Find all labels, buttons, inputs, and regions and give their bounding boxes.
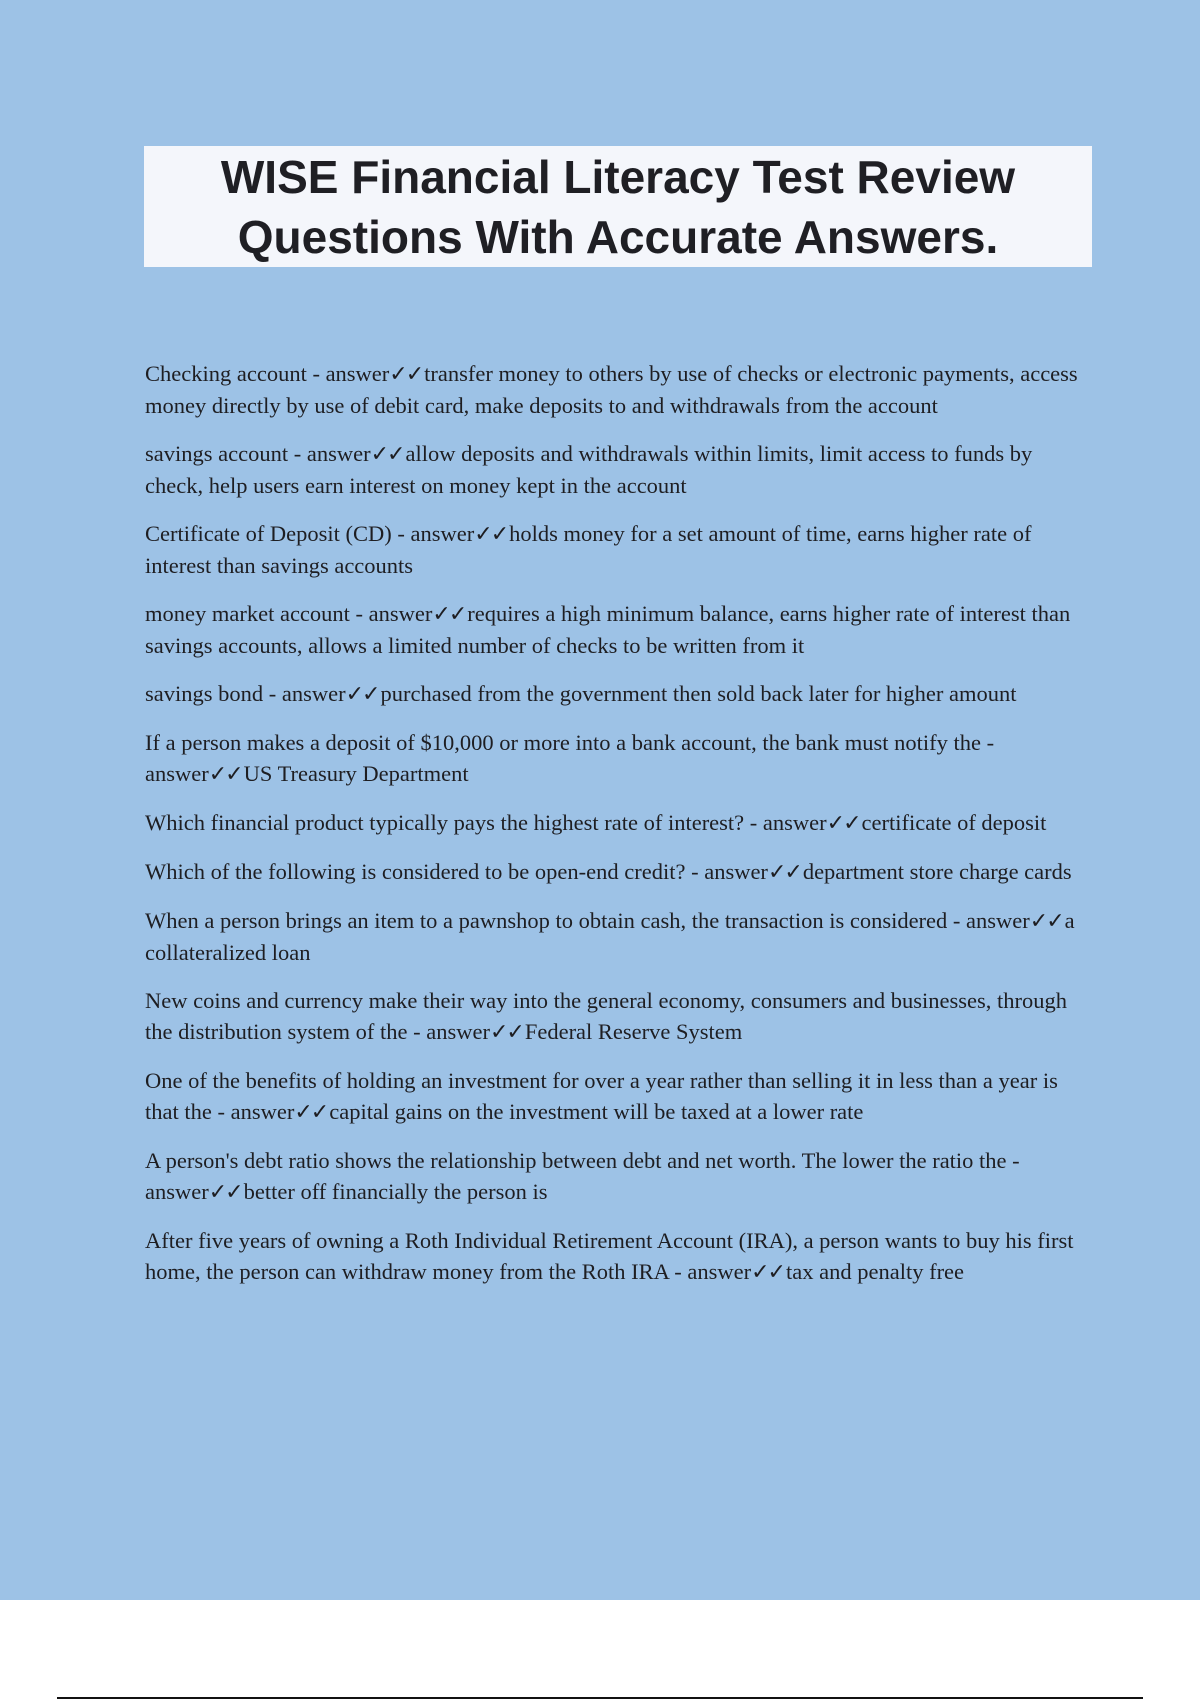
double-check-icon: ✓✓ (826, 811, 860, 836)
qa-item (145, 807, 1095, 839)
qa-item (145, 727, 1095, 790)
question-text: Certificate of Deposit (CD) - (145, 521, 411, 546)
answer-text: a collateralized loan (145, 908, 1075, 965)
double-check-icon: ✓✓ (294, 1100, 328, 1125)
answer-label: answer (368, 601, 433, 626)
qa-item (145, 1145, 1095, 1208)
qa-item (145, 518, 1095, 581)
answer-label: answer (426, 1019, 490, 1044)
question-text: New coins and currency make their way into the general economy, consumers and businesses, through the distribution system of the - (145, 988, 1068, 1044)
qa-item (145, 438, 1095, 501)
answer-text: US Treasury Department (243, 761, 469, 786)
answer-label: answer (687, 1259, 752, 1284)
answer-label: answer (306, 441, 371, 466)
double-check-icon: ✓✓ (751, 1260, 784, 1285)
double-check-icon: ✓✓ (474, 522, 508, 547)
question-text: Which financial product typically pays the highest rate of interest? - (145, 810, 763, 835)
answer-text: certificate of deposit (861, 810, 1047, 835)
double-check-icon: ✓✓ (489, 1020, 523, 1045)
question-text: Which of the following is considered to be open-end credit? - (145, 859, 705, 884)
qa-item (145, 1225, 1095, 1288)
question-text: When a person brings an item to a pawnshop to obtain cash, the transaction is considered - (145, 908, 967, 933)
question-text: money market account - (145, 601, 369, 626)
qa-item (145, 678, 1095, 710)
answer-label: answer (325, 361, 390, 386)
answer-label: answer (966, 908, 1030, 933)
double-check-icon: ✓✓ (389, 362, 423, 387)
qa-item (145, 905, 1095, 968)
answer-label: answer (230, 1099, 295, 1124)
answer-label: answer (145, 1179, 209, 1204)
answer-label: answer (410, 521, 475, 546)
qa-item (145, 985, 1095, 1048)
answer-text: transfer money to others by use of checks or electronic payments, access money directly by use of debit card, make deposits to and withdrawals from the account (145, 361, 1078, 418)
answer-label: answer (762, 810, 827, 835)
double-check-icon: ✓✓ (432, 602, 466, 627)
double-check-icon: ✓✓ (1029, 909, 1063, 934)
question-text: Checking account - (145, 361, 326, 386)
question-text: One of the benefits of holding an investment for over a year rather than selling it in less than a year is that the - (145, 1068, 1058, 1124)
answer-text: Federal Reserve System (524, 1019, 743, 1044)
answer-text: better off financially the person is (243, 1179, 548, 1204)
answer-label: answer (281, 681, 346, 706)
question-text: A person's debt ratio shows the relationship between debt and net worth. The lower the ratio the - (145, 1148, 1020, 1173)
double-check-icon: ✓✓ (208, 1180, 242, 1205)
question-text: If a person makes a deposit of $10,000 or more into a bank account, the bank must notify the - (145, 730, 995, 755)
double-check-icon: ✓✓ (345, 682, 379, 707)
page-title-line-2: Questions With Accurate Answers. (237, 210, 999, 263)
qa-item (145, 358, 1095, 421)
question-text: savings bond - (145, 681, 282, 706)
qa-item (145, 598, 1095, 661)
question-text: After five years of owning a Roth Individual Retirement Account (IRA), a person wants to buy his first home, the person can withdraw money from the Roth IRA - (145, 1228, 1074, 1284)
answer-text: holds money for a set amount of time, earns higher rate of interest than savings accounts (145, 521, 1032, 578)
answer-label: answer (145, 761, 209, 786)
title-box (144, 146, 1092, 267)
double-check-icon: ✓✓ (370, 442, 404, 467)
double-check-icon: ✓✓ (208, 762, 242, 787)
answer-text: tax and penalty free (786, 1259, 965, 1284)
footer-divider (57, 1697, 1143, 1699)
page-title-line-1: WISE Financial Literacy Test Review (220, 150, 1016, 203)
answer-text: department store charge cards (802, 859, 1072, 884)
double-check-icon: ✓✓ (767, 860, 801, 885)
qa-item (145, 1065, 1095, 1128)
answer-label: answer (704, 859, 768, 884)
answer-text: allow deposits and withdrawals within limits, limit access to funds by check, help users earn interest on money kept in the account (145, 441, 1033, 498)
qa-item (145, 856, 1095, 888)
answer-text: purchased from the government then sold back later for higher amount (380, 681, 1017, 706)
qa-list (145, 358, 1095, 1305)
answer-text: requires a high minimum balance, earns higher rate of interest than savings accounts, allows a limited number of checks to be written from it (145, 601, 1071, 658)
question-text: savings account - (145, 441, 307, 466)
answer-text: capital gains on the investment will be taxed at a lower rate (329, 1099, 864, 1124)
